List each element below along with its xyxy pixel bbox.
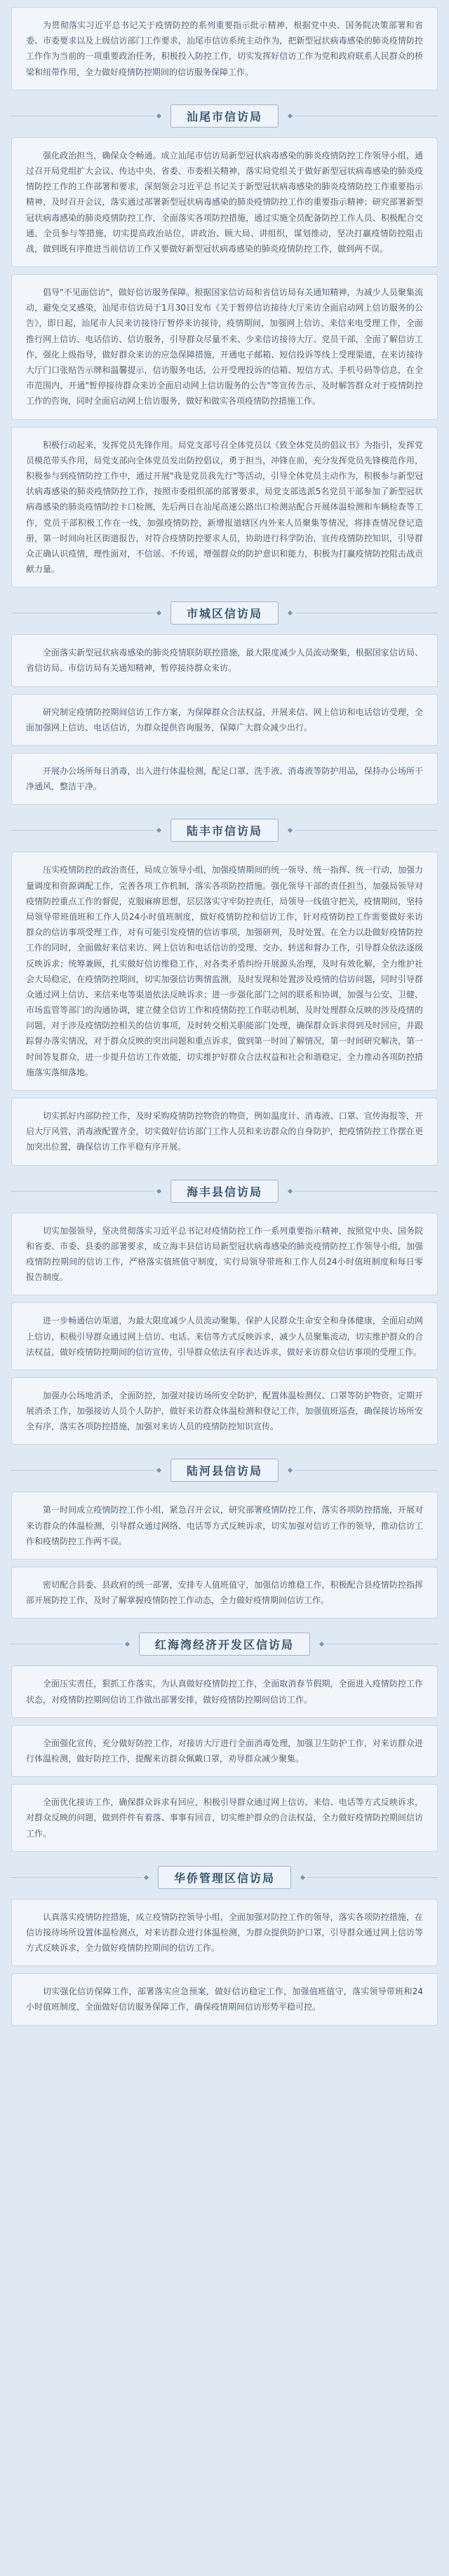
diamond-icon [156, 611, 161, 615]
paragraph: 切实强化信访保障工作，部署落实应急预案，做好信访稳定工作，加强值班值守，落实领导带班和24小时值班制度，全面做好信访服务保障工作，确保疫情期间信访形势平稳可控。 [26, 1986, 423, 2012]
divider [295, 1191, 438, 1192]
diamond-icon [300, 1875, 305, 1880]
paragraph: 第一时间成立疫情防控工作小组，紧急召开会议，研究部署疫情防控工作，落实各项防控措施，开展对来访群众的体温检测，引导群众通过网络、电话等方式反映诉求，切实加强对信访工作的领导，推动信访工作和疫情防控工作两不误。 [26, 1505, 423, 1546]
paragraph: 切实抓好内部防控工作，及时采购疫情防控物资的物资，例如温度计、消毒液、口罩、宣传海报等，开启大厅风管，消毒液配置齐全，切实做好信访部门工作人员和来访群众的自身防护，把疫情防控工作摆在更加突出位置，确保信访工作平稳有序开展。 [26, 1111, 423, 1152]
paragraph: 为贯彻落实习近平总书记关于疫情防控的系列重要指示批示精神，根据党中央、国务院决策部署和省委、市委要求以及上级信访部门工作要求，汕尾市信访系统主动作为，把新型冠状病毒感染的肺炎疫情防控工作作为当前的一项重要政治任务，积极投入防控工作，切实发挥好信访工作为党和政府联系人民群众的桥梁和纽带作用，全力做好疫情防控期间的信访服务保障工作。 [26, 20, 423, 77]
section-heading [11, 1180, 438, 1203]
diamond-icon [156, 114, 161, 118]
text-block [11, 1492, 438, 1560]
diamond-icon [288, 1189, 293, 1194]
paragraph: 压实疫情防控的政治责任，局成立领导小组，加强疫情期间的统一领导、统一指挥、统一行动，加强力量调度和资源调配工作，完善各项工作机制，落实各项防控措施。强化领导干部的责任担当，加强局领导对疫情防控重点工作的督促，克服麻痹思想，层层落实守牢防控责任，局领导一线值守把关，疫情期间，坚持局领导带班值班和工作人员24小时值班制度，做好疫情防控和信访工作，针对疫情防控工作需要做好来访群众的信访事项受理工作，对有可能引发疫情的信访事项，加强研判，及时处置。在全力以赴做好疫情防控工作的同时，全面做好来信来访、网上信访和电话信访的受理、交办、转送和督办工作，引导群众依法逐级反映诉求；统筹兼顾，扎实做好信访维稳工作，对各类矛盾纠纷开展源头治理，及时有效化解，全力维护社会大局稳定，在疫情防控期间，切实加强信访舆情监测，及时发现和处置涉及疫情的信访问题，同时引导群众通过网上信访、来信来电等渠道依法反映诉求；进一步强化部门之间的联系和协调，加强与公安、卫健、市场监管等部门的沟通协调，建立健全信访工作和疫情防控工作联动机制，及时处理群众反映的涉及疫情的问题，对于涉及疫情防控相关的信访事项，及时转交相关职能部门处理，确保群众诉求得到及时回应，并跟踪督办落实情况，对于群众反映的突出问题和重点诉求，做到第一时间了解情况，第一时间研究解决，第一时间答复群众，进一步提升信访工作效能，切实维护好群众合法权益和社会和谐稳定，全力推动各项防控措施落实落细落地。 [26, 865, 423, 1077]
paragraph: 强化政治担当，确保众令畅通。成立汕尾市信访局新型冠状病毒感染的肺炎疫情防控工作领导小组，通过召开局党组扩大会议、传达中央、省委、市委相关精神，落实局党组关于做好新型冠状病毒感染的肺炎疫情防控工作的工作部署和要求，深刻领会习近平总书记关于新型冠状病毒感染的肺炎疫情防控工作重要指示精神，及时召开会议，落实通过部署新型冠状病毒感染的肺炎疫情防控工作的重要指示精神；研究部署新型冠状病毒感染的肺炎疫情防控工作，全面落实各项防控措施，通过实施全员配备防控工作人员、积极配合交通、全员参与等措施，切实提高政治站位，讲政治、顾大局、讲组织，谋划推动，坚决打赢疫情防控阻击战，做到既有序推进当前信访工作又要做好新型冠状病毒感染的肺炎疫情防控工作，做到两不误。 [26, 150, 423, 254]
section-heading [11, 1633, 438, 1656]
divider [295, 830, 438, 831]
text-block [11, 274, 438, 420]
diamond-icon [288, 114, 293, 118]
section-title: 陆丰市信访局 [170, 819, 279, 842]
text-block [11, 694, 438, 746]
text-block [11, 1784, 438, 1852]
section-title: 陆河县信访局 [170, 1459, 279, 1482]
paragraph: 全面压实责任，狠抓工作落实，为认真做好疫情防控工作，全面取消春节假期，全面进入疫情防控工作状态，对疫情防控期间信访工作做出部署安排，做好疫情防控期间信访工作。 [26, 1679, 423, 1705]
section-title: 市城区信访局 [170, 601, 279, 625]
paragraph: 进一步畅通信访渠道，为最大限度减少人员流动聚集，保护人民群众生命安全和身体健康，全面启动网上信访，积极引导群众通过网上信访、电话、来信等方式反映诉求，减少人员聚集流动，切实维护群众的合法权益，做好疫情防控期间的信访宣传，引导群众依法有序表达诉求，做好来访群众信访事项的受理工作。 [26, 1316, 423, 1357]
paragraph: 密切配合县委、县政府的统一部署，安排专人值班值守，加强信访维稳工作，积极配合县疫情防控指挥部开展防控工作，及时了解掌握疫情防控工作动态，全力做好疫情期间信访工作。 [26, 1580, 423, 1606]
divider [11, 1191, 154, 1192]
text-block [11, 1725, 438, 1777]
diamond-icon [288, 828, 293, 833]
section-heading [11, 1459, 438, 1482]
section-heading [11, 1866, 438, 1889]
divider [11, 1877, 142, 1878]
diamond-icon [156, 1189, 161, 1194]
text-block [11, 852, 438, 1091]
text-block [11, 1973, 438, 2025]
section-title: 汕尾市信访局 [170, 104, 279, 128]
text-block [11, 1665, 438, 1717]
divider [11, 1470, 154, 1471]
text-block [11, 1302, 438, 1370]
paragraph: 积极行动起来，发挥党员先锋作用。局党支部号召全体党员以《致全体党员的倡议书》为指引，发挥党员模范带头作用，局党支部向全体党员发出防控倡议，勇于担当，冲锋在前，充分发挥党员先锋模范作用，积极参与到疫情防控工作中，通过开展"我是党员我先行"等活动，引导全体党员主动作为，积极参与新型冠状病毒感染的肺炎疫情防控工作，按照市委组织部的部署要求，局党支部选派5名党员干部参加了新型冠状病毒感染的肺炎疫情防控卡口检测，先后两日在汕尾高速公路出口检测站配合开展体温检测和车辆检查等工作，党员干部积极工作在一线，加强疫情防控，新增报道辖区内外来人员聚集等情况，将排查情况登记造册，第一时间向社区街道报告，对符合疫情防控要求人员，协助进行科学防治，宣传疫情防控知识，引导群众正确认识疫情，理性面对，不信谣、不传谣，增强群众的防护意识和能力，积极为打赢疫情防控阻击战贡献力量。 [26, 439, 423, 575]
paragraph: 全面强化宣传，充分做好防控工作，对接访大厅进行全面消毒处理，加强卫生防护工作，对来访群众进行体温检测，做好防控工作，提醒来访群众佩戴口罩，劝导群众减少聚集。 [26, 1738, 423, 1764]
section-title: 红海湾经济开发区信访局 [139, 1633, 310, 1656]
text-block [11, 1213, 438, 1296]
paragraph: 开展办公场所每日消毒，出入进行体温检测，配足口罩、洗手液、消毒液等防护用品，保持办公场所干净通风，整洁干净。 [26, 766, 423, 792]
divider [11, 830, 154, 831]
text-block [11, 1377, 438, 1445]
paragraph: 研究制定疫情防控期间信访工作方案，为保障群众合法权益，开展来信、网上信访和电话信访受理，全面加强网上信访、电话信访，为群众提供咨询服务，保障广大群众减少出行。 [26, 707, 423, 732]
text-block [11, 1567, 438, 1618]
text-block [11, 137, 438, 267]
diamond-icon [156, 1468, 161, 1473]
text-block [11, 7, 438, 90]
section-heading [11, 601, 438, 625]
paragraph: 倡导"不见面信访"，做好信访服务保障。根据国家信访局和省信访局有关通知精神，为减少人员聚集流动，避免交叉感染，汕尾市信访局于1月30日发布《关于暂停信访接待大厅来访全面启动网上信访服务的公告》，即日起，汕尾市人民来访接待厅暂停来访接待，疫情期间，加强网上信访、来信来电受理工作，全面推行网上信访、电话信访、信访服务，引导群众尽量不来、少来信访接待大厅、党员干部，全面了解信访工作，强化上级指导，做好群众来访的应急保障措施，开通电子邮箱、短信投诉等线上受理渠道，在来访接待大厅门口张贴告示牌和温馨提示，信访服务电话，公开受理投诉的信箱、短信方式、手机号码等信息，在全市范围内，开通"暂停接待群众来访全面启动网上信访服务的公告"等宣传告示，及时解答群众对于疫情防控工作的咨询，同时全面启动网上信访服务，做好和做实各项疫情防控措施工作。 [26, 287, 423, 407]
diamond-icon [288, 611, 293, 615]
section-title: 华侨管理区信访局 [158, 1866, 291, 1889]
diamond-icon [156, 828, 161, 833]
paragraph: 加强办公场地消杀，全面防控，加强对接访场所安全防护，配置体温检测仪、口罩等防护物资，定期开展消杀工作，加强接访人员个人防护，做好来访群众体温检测和登记工作，加强值班巡查，确保接访场所安全有序，落实各项防控措施，加强对来访人员的疫情防控知识宣传。 [26, 1390, 423, 1432]
paragraph: 切实加强领导，坚决贯彻落实习近平总书记对疫情防控工作一系列重要指示精神，按照党中央、国务院和省委、市委、县委的部署要求，成立海丰县信访局新型冠状病毒感染的肺炎疫情防控工作领导小组，加强疫情防控期间的信访工作，严格落实值班值守制度，实行局领导带班和工作人员24小时值班制度和每日零报告制度。 [26, 1225, 423, 1283]
divider [295, 1470, 438, 1471]
section-heading [11, 104, 438, 128]
diamond-icon [288, 1468, 293, 1473]
diamond-icon [125, 1642, 130, 1647]
text-block [11, 1098, 438, 1166]
paragraph: 认真落实疫情防控措施，成立疫情防控领导小组，全面加强对防控工作的领导，落实各项防控措施，在信访接待场所设置体温检测点，对来访群众进行体温检测，为群众提供防护口罩，引导群众通过网上信访等方式反映诉求，全力做好疫情防控期间的信访工作。 [26, 1911, 423, 1954]
text-block [11, 427, 438, 588]
paragraph: 全面落实新型冠状病毒感染的肺炎疫情联防联控措施，最大限度减少人员流动聚集，根据国家信访局、省信访局、市信访局有关通知精神，暂停接待群众来访。 [26, 648, 423, 674]
diamond-icon [144, 1875, 149, 1880]
text-block [11, 634, 438, 686]
text-block [11, 753, 438, 805]
section-title: 海丰县信访局 [170, 1180, 279, 1203]
paragraph: 全面优化接访工作，确保群众诉求有回应，积极引导群众通过网上信访、来信、电话等方式反映诉求，对群众反映的问题，做到件件有着落、事事有回音，切实维护群众的合法权益，全力做好疫情防控期间信访工作。 [26, 1797, 423, 1839]
divider [307, 1877, 438, 1878]
text-block [11, 1899, 438, 1967]
diamond-icon [319, 1642, 324, 1647]
section-heading [11, 819, 438, 842]
